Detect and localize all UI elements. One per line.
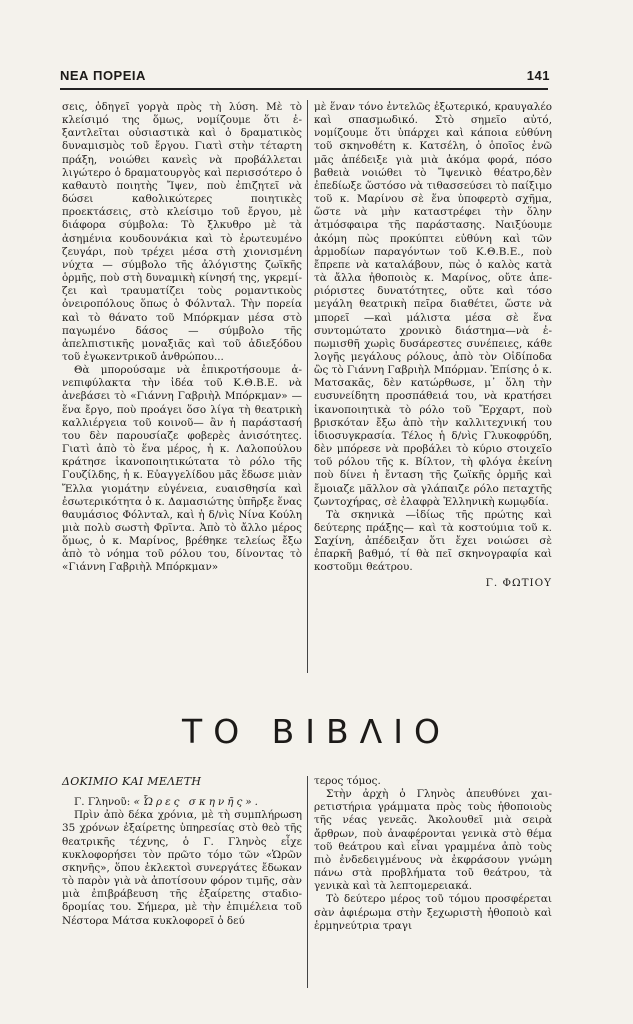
paragraph: τερος τόμος. [314,775,381,787]
book-citation [62,796,302,809]
article-column-right [314,101,552,590]
paragraph: Πρὶν ἀπὸ δέκα χρόνια, μὲ τὴ συμπλήρωση 35 χρόνων ἐξαίρετης ὑπηρεσίας στὸ θεὸ τῆς θεατρικῆς τέχνης, ὁ Γ. Γληνὸς εἶχε κυκλοφορήσει τὸν πρῶτο τόμο τῶν «Ὡρῶν σκηνῆς», ὅπου ἐκλεκτοὶ συνεργάτες ἔδωκαν τὸ παρὸν γιὰ νὰ ἀποτίσουν φόρον τιμῆς, σὰν μιὰ ἐπιβράβευση τῆς ἐξαίρετης σταδιοδρομίας του. Σήμερα, μὲ τὴν ἐπιμέλεια τοῦ Νέστορα Μάτσα κυκλοφορεῖ ὁ δεύ [62,809,302,927]
section-title: ΤΟ ΒΙΒΛΙΟ [182,712,451,751]
header-rule [60,88,548,90]
book-column-right [314,775,552,933]
paragraph: μὲ ἕναν τόνο ἐντελῶς ἐξωτερικό, κραυγαλέο καὶ σπασμωδικό. Στὸ σημεῖο αὐτό, νομίζουμε ὅτι ὑπάρχει καὶ κάποια εὐθύνη τοῦ σκηνοθέτη κ. Κατσέλη, ὁ ὁποῖος ἐνῶ μᾶς ἀπέδειξε γιὰ μιὰ ἀκόμα φορά, πόσο βαθειὰ νοιώθει τὸ Ἴψενικὸ θέατρο,δὲν ἐπεδίωξε ὥστόσο νὰ τιθασσεύσει τὸ παίξιμο τοῦ κ. Μαρίνου σὲ ἕνα ὑποφερτὸ σχῆμα, ὥστε νὰ μὴν καταστρέφει τὴν ὅλην ἀτμόσφαιρα τῆς παράστασης. Ναιξύουμε ἀκόμη πὼς προκύπτει εὐθύνη καὶ τῶν ἁρμοδίων παραγόντων τοῦ Κ.Θ.Β.Ε., ποὺ ἔπρεπε νὰ καταλάβουν, πὼς ὁ καλὸς κατὰ τὰ ἄλλα ἠθοποιὸς κ. Μαρίνος, οὔτε ἀπεριόριστες δυνατότητες, οὔτε καὶ τόσο μεγάλη θεατρικὴ πεῖρα διαθέτει, ὥστε νὰ μπορεῖ —καὶ μάλιστα μέσα σὲ ἕνα συντομώτατο χρονικὸ διάστημα—νὰ ἐπωμισθῆ χωρὶς δυσάρεστες συνέπειες, κάθε λογῆς μεγάλους ρόλους, ἀπὸ τὸν Οἰδίποδα ὣς τὸ Γιάννη Γαβριὴλ Μπόρμαν. Ἐπίσης ὁ κ. Ματσακᾶς, δὲν κατώρθωσε, μ᾽ ὅλη τὴν ευσυνείδητη προσπάθειά του, νὰ κρατήσει ἱκανοποιητικὰ τὸ ρόλο τοῦ Ἔρχαρτ, ποὺ βρισκόταν ἔξω ἀπὸ τὴν καλλιτεχνική του ἰδιοσυγκρασία. Τέλος ἡ δ/νὶς Γλυκοφρύδη, δὲν μπόρεσε νὰ προβάλει τὸ κύριο στοιχεῖο τοῦ ρόλου τῆς κ. Βίλτον, τὴ φλόγα ἐκείνη ποὺ δίνει ἡ ἔνταση τῆς ζωϊκῆς ὁρμῆς καὶ ἔμοιαζε μᾶλλον σὰ γλάπαιζε ρόλο πεταχτῆς ζωντοχήρας, σὲ ἐλαφρὰ Ἑλληνικὴ κωμῳδία. [314,101,552,508]
column-divider [307,776,308,988]
subheading: ΔΟΚΙΜΙΟ ΚΑΙ ΜΕΛΕΤΗ [62,775,202,788]
article-column-left [62,101,302,575]
running-header [60,68,550,83]
page-number: 141 [526,68,550,83]
paragraph: Τὸ δεύτερο μέρος τοῦ τόμου προσφέρεται σὰν ἀφιέρωμα στὴν ξεχωριστὴ ἠθοποιὸ καὶ ἑρμηνεύτρια τραγι [314,893,552,932]
column-divider [307,100,308,673]
author-signature: Γ. ΦΩΤΙΟΥ [485,576,552,589]
book-author: Γ. Γληνοῦ: [74,796,131,809]
paragraph: σεις, ὁδηγεῖ γοργὰ πρὸς τὴ λύση. Μὲ τὸ κλείσιμό της ὅμως, νομίζουμε ὅτι ἐξαντλεῖται οὐσιαστικὰ καὶ ὁ δραματικὸς δυναμισμὸς τοῦ ἔργου. Γιατὶ στὴν τέταρτη πράξη, νοιώθει κανεὶς νὰ προβάλλεται λιγώτερο ὁ δραματουργὸς καὶ περισσότερο ὁ καθαυτὸ ποιητὴς Ἴψεν, ποὺ ἐπιζητεῖ νὰ δώσει καθολικώτερες ποιητικὲς προεκτάσεις, στὸ κλείσιμο τοῦ ἔργου, μὲ διάφορα σύμβολα: Τὸ ξλκυθρο μὲ τὰ ἀσημένια κουδουνάκια καὶ τὸ ἐρωτευμένο ζευγάρι, ποὺ τρέχει μέσα στὴ χιονισμένη νύχτα — σύμβολο τῆς ἀλόγιστης ζωϊκῆς ὁρμῆς, ποὺ στὴ δυναμικὴ κίνησή της, γκρεμίζει καὶ τραυματίζει τοὺς ρομαντικοὺς ὀνειροπόλους ὅπως ὁ Φόλνταλ. Τὴν πορεία καὶ τὸ θάνατο τοῦ Μπόρκμαν μέσα στὸ παγωμένο δάσος — σύμβολο τῆς ἀπελπιστικῆς μοναξιᾶς καὶ τοῦ ἀδιεξόδου τοῦ ἐγωκεντρικοῦ ἀνθρώπου... [62,101,302,363]
book-column-left [62,775,302,928]
paragraph: Στὴν ἀρχὴ ὁ Γληνὸς ἀπευθύνει χαιρετιστήρια γράμματα πρὸς τοὺς ἠθοποιοὺς τῆς νέας γενεᾶς. Ἀκολουθεῖ μιὰ σειρὰ ἄρθρων, ποὺ ἀναφέρονται γενικὰ στὸ θέμα τοῦ θεάτρου καὶ εἶναι γραμμένα ἀπὸ τοὺς πιὸ ἐνδεδειγμένους νὰ ἐκφράσουν γνώμη πάνω στὰ προβλήματα τοῦ θεάτρου, τὰ γενικὰ καὶ τὰ λεπτομερειακά. [314,788,552,893]
journal-title: ΝΕΑ ΠΟΡΕΙΑ [60,68,146,83]
book-title: «Ὧρες σκηνῆς». [133,796,261,809]
paragraph: Θὰ μπορούσαμε νὰ ἐπικροτήσουμε ἀνεπιφύλακτα τὴν ἰδέα τοῦ Κ.Θ.Β.Ε. νὰ ἀνεβάσει τὸ «Γιάννη Γαβριὴλ Μπόρκμαν» —ἕνα ἔργο, ποὺ προάγει ὅσο λίγα τὴ θεατρικὴ καλλιέργεια τοῦ κοινοῦ— ἂν ἡ παράστασή του δὲν παρουσίαζε φοβερὲς ἀνισότητες. Γιατὶ ἀπὸ τὸ ἕνα μέρος, ἡ κ. Λαλοπούλου κράτησε ἱκανοποιητικώτατα τὸ ρόλο τῆς Γουζίλδης, ἡ κ. Εὐαγγελίδου μᾶς ἔδωσε μιὰν Ἔλλα γιομάτην εὐγένεια, ευαισθησία καὶ ἐσωτερικότητα ὁ κ. Δαμασιώτης ὑπῆρξε ἕνας θαυμάσιος Φόλνταλ, καὶ ἡ δ/νὶς Νίνα Κούλη μιὰ πολὺ σωστὴ Φρῖντα. Ἀπὸ τὸ ἄλλο μέρος ὅμως, ὁ κ. Μαρίνος, βρέθηκε τελείως ἔξω ἀπὸ τὸ νόημα τοῦ ρόλου του, δίνοντας τὸ «Γιάννη Γαβριὴλ Μπόρκμαν» [62,364,302,574]
paragraph: Τὰ σκηνικὰ —ἰδίως τῆς πρώτης καὶ δεύτερης πράξης— καὶ τὰ κοστούμια τοῦ κ. Σαχίνη, ἀπέδειξαν ὅτι ἔχει νοιώσει σὲ ἐπαρκῆ βαθμό, τί θὰ πεῖ σκηνογραφία καὶ κοστοῦμι θεάτρου. [314,508,552,574]
